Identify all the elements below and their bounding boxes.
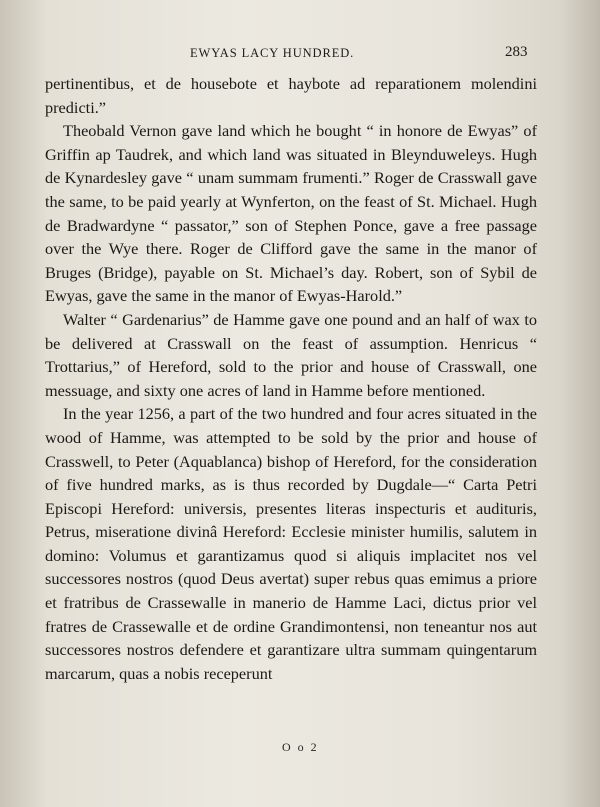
page-header (0, 44, 600, 66)
body-text (45, 72, 537, 685)
signature-mark: O o 2 (282, 740, 319, 754)
paragraph-year-1256: In the year 1256, a part of the two hundred and four acres situated in the wood of Hamme, was attempted to be sold by the prior and house of Crasswell, to Peter (Aquablanca) bishop of Hereford, for the consideration of five hundred marks, as is thus recorded by Dugdale—“ Carta Petri Episcopi Hereford: universis, presentes literas inspecturis et audituris, Petrus, miseratione divinâ Hereford: Ecclesie minister humilis, salutem in domino: Volumus et garantizamus quod si aliquis implacitet nos vel successores nostros (quod Deus avertat) super rebus quas emimus a priore et fratribus de Crassewalle in manerio de Hamme Laci, dictus prior vel fratres de Crassewalle et de ordine Grandimontensi, non teneantur nos aut successores nostros defendere et garantizare ultra summam quingentarum marcarum, quas a nobis receperunt (45, 404, 537, 683)
paragraph-continuation: pertinentibus, et de housebote et haybote ad reparationem molendini predicti.” (45, 74, 537, 117)
paragraph-theobald-vernon: Theobald Vernon gave land which he bought “ in honore de Ewyas” of Griffin ap Taudrek, and which land was situated in Bleynduweleys. Hugh de Kynardesley gave “ unam summam frumenti.” Roger de Crasswall gave the same, to be paid yearly at Wynferton, on the feast of St. Michael. Hugh de Bradwardyne “ passator,” son of Stephen Ponce, gave a free passage over the Wye there. Roger de Clifford gave the same in the manor of Bruges (Bridge), payable on St. Michael’s day. Robert, son of Sybil de Ewyas, gave the same in the manor of Ewyas-Harold.” (45, 121, 537, 306)
paragraph-walter-gardenarius: Walter “ Gardenarius” de Hamme gave one pound and an half of wax to be delivered at Crasswall on the feast of assumption. Henricus “ Trottarius,” of Hereford, sold to the prior and house of Crasswall, one messuage, and sixty one acres of land in Hamme before mentioned. (45, 309, 537, 400)
page-number: 283 (505, 44, 528, 60)
running-head: EWYAS LACY HUNDRED. (190, 46, 355, 60)
page-edge-shadow (560, 0, 600, 807)
